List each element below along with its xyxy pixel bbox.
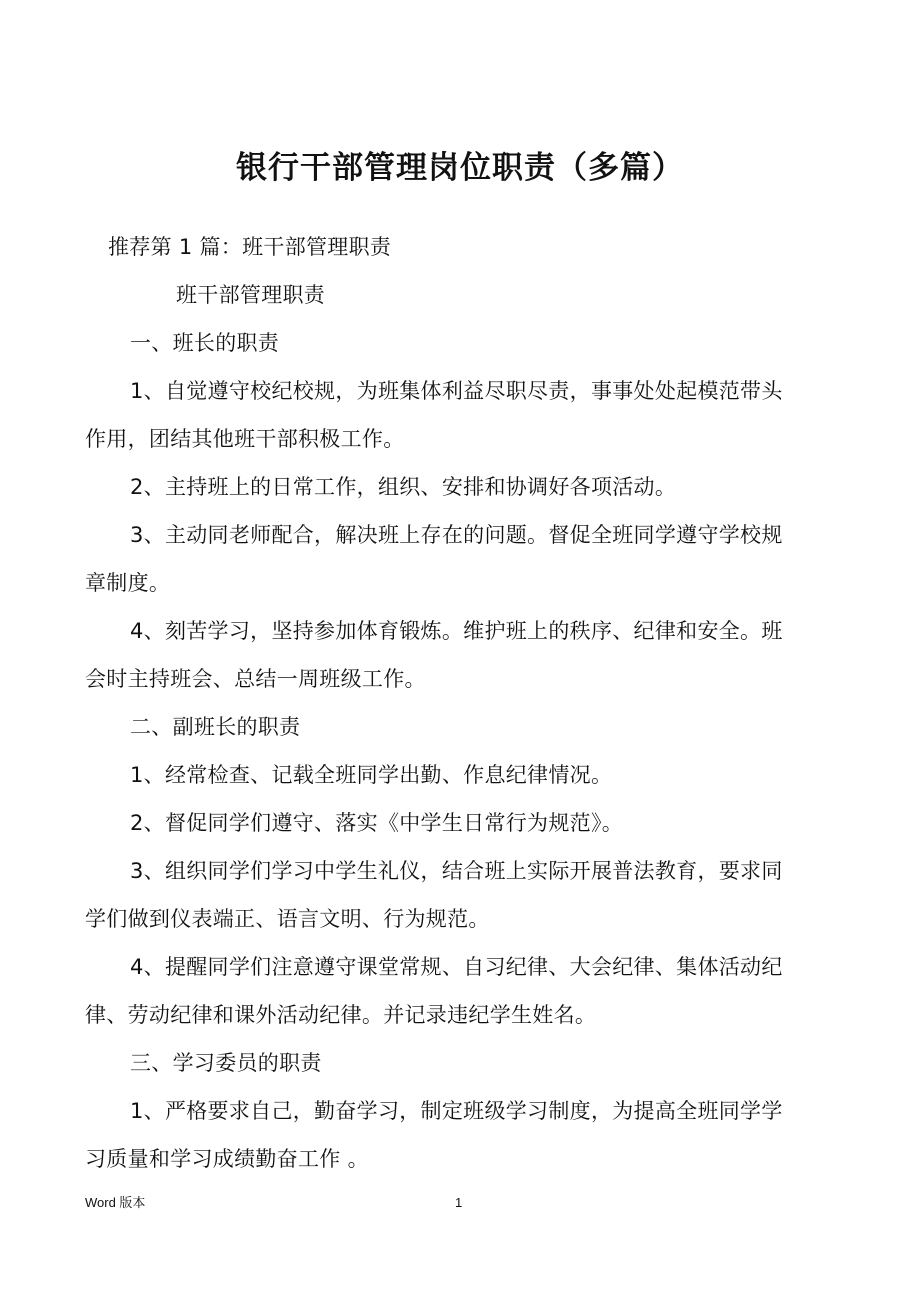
document-title: 银行干部管理岗位职责（多篇）: [236, 150, 684, 186]
section-heading-vice-monitor: 二、副班长的职责: [130, 715, 301, 739]
paragraph-line: 律、劳动纪律和课外活动纪律。并记录违纪学生姓名。: [85, 1003, 597, 1027]
paragraph-line: 1、严格要求自己，勤奋学习，制定班级学习制度，为提高全班同学学: [130, 1099, 783, 1123]
paragraph-line: 1、自觉遵守校纪校规，为班集体利益尽职尽责，事事处处起模范带头: [130, 379, 783, 403]
footer-word-version: Word 版本: [85, 1195, 146, 1210]
section-subtitle: 班干部管理职责: [176, 283, 326, 307]
paragraph-line: 2、督促同学们遵守、落实《中学生日常行为规范》。: [130, 811, 624, 835]
footer-page-number: 1: [455, 1195, 463, 1210]
paragraph-line: 3、主动同老师配合，解决班上存在的问题。督促全班同学遵守学校规: [130, 523, 783, 547]
paragraph-line: 3、组织同学们学习中学生礼仪，结合班上实际开展普法教育，要求同: [130, 859, 783, 883]
paragraph-line: 4、刻苦学习，坚持参加体育锻炼。维护班上的秩序、纪律和安全。班: [130, 619, 783, 643]
recommend-heading: 推荐第 1 篇：班干部管理职责: [108, 235, 392, 259]
paragraph-line: 会时主持班会、总结一周班级工作。: [85, 667, 426, 691]
paragraph-line: 章制度。: [85, 571, 171, 595]
paragraph-line: 1、经常检查、记载全班同学出勤、作息纪律情况。: [130, 763, 613, 787]
paragraph-line: 学们做到仪表端正、语言文明、行为规范。: [85, 907, 490, 931]
section-heading-study-committee: 三、学习委员的职责: [130, 1051, 322, 1075]
paragraph-line: 4、提醒同学们注意遵守课堂常规、自习纪律、大会纪律、集体活动纪: [130, 955, 783, 979]
section-heading-monitor: 一、班长的职责: [130, 331, 280, 355]
paragraph-line: 习质量和学习成绩勤奋工作 。: [85, 1147, 369, 1171]
paragraph-line: 作用，团结其他班干部积极工作。: [85, 427, 405, 451]
paragraph-line: 2、主持班上的日常工作，组织、安排和协调好各项活动。: [130, 475, 677, 499]
